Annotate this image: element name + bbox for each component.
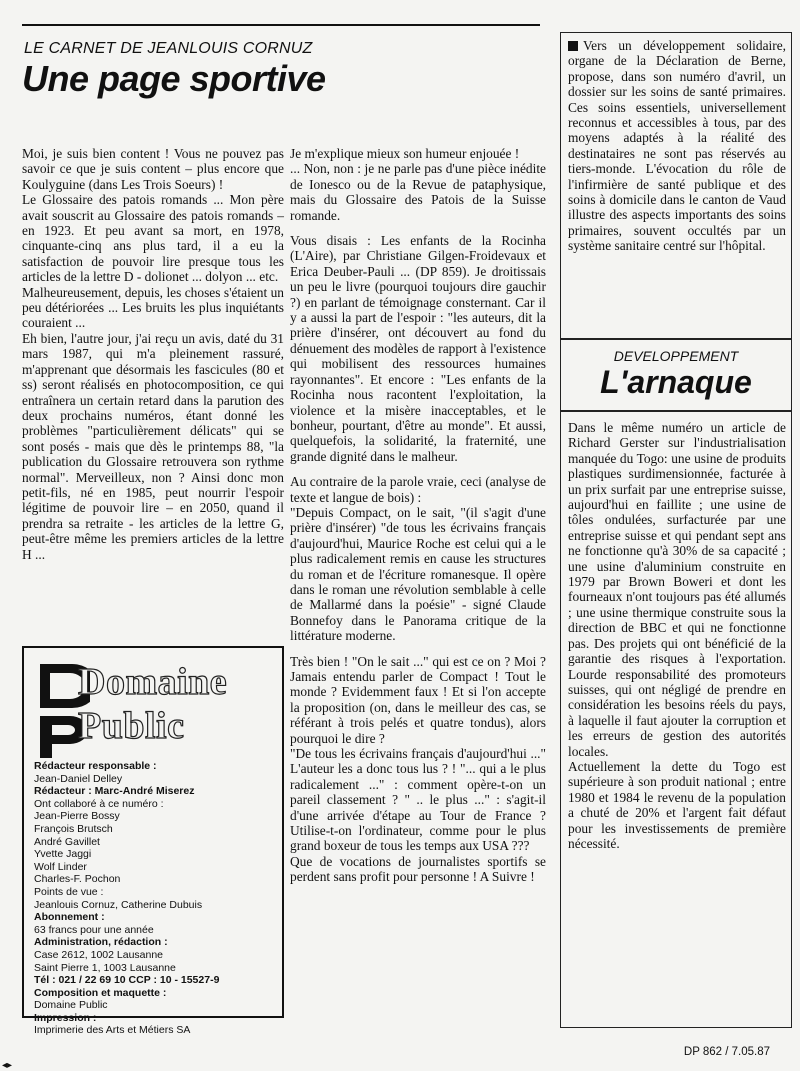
imprint-line: Jean-Pierre Bossy (34, 810, 120, 823)
imprint-line: Composition et maquette : (34, 986, 167, 999)
paragraph: "Depuis Compact, on le sait, "(il s'agit d'une prière d'insérer) "de tous les écrivains français d'aujourd'hui, Maurice Roche est celui qui a le plus radicalement remis en cause les structures du roman et de l'écriture romanesque. Il opère dans le roman une révolution semblable à celle de Mallarmé dans la poésie" - signé Claude Bonnefoy dans le Panorama critique de la littérature moderne. (290, 504, 546, 644)
imprint-line: Abonnement : (34, 911, 105, 924)
imprint-line: Jean-Daniel Delley (34, 772, 123, 785)
brief-text: Vers un développement solidaire, organe de la Déclaration de Berne, propose, dans son numéro d'avril, un dossier sur les soins de santé primaires. Ces soins essentiels, universellement reconnus et accessibles à tous, par des moyens adaptés à la réalité des destinataires ne sont pas réservés au tiers-monde. L'évocation du rôle de l'infirmière de santé publique et des soins à domicile dans le canton de Vaud illustre des aspects importants des soins primaires, souvent occultés par un système sanitaire centré sur l'hôpital. (568, 38, 786, 254)
imprint-line: Administration, rédaction : (34, 936, 168, 949)
paragraph: Moi, je suis bien content ! Vous ne pouvez pas savoir ce que je suis content – plus encore que Koulyguine (dans Les Trois Soeurs) ! (22, 146, 284, 192)
paragraph: Actuellement la dette du Togo est supérieure à son produit national ; entre 1980 et 1984 le revenu de la population a chuté de 20% et l'argent fait défaut pour les investissements de première nécessité. (568, 758, 786, 851)
imprint-line: Case 2612, 1002 Lausanne (34, 948, 164, 961)
imprint-line: Imprimerie des Arts et Métiers SA (34, 1024, 191, 1037)
paragraph: Au contraire de la parole vraie, ceci (analyse de texte et langue de bois) : (290, 474, 546, 505)
paragraph: Vous disais : Les enfants de la Rocinha (L'Aire), par Christiane Gilgen-Froidevaux et Erica Deuber-Pauli ... (DP 859). Je droitissais un peu le livre (pourquoi toujours dire gauchir ?) en parlant de témoignage consternant. Car il y a aussi la part de l'espoir : "les auteurs, dit la prière d'insérer, ont découvert au fond du dénuement des modèles de rapport à l'existence qui mobilisent des ressources humaines rayonnantes". Et encore : "Les enfants de la Rocinha nous racontent l'exploitation, la violence et la misère inacceptables, et le bonheur, pourtant, d'être au monde". Et aussi, quelquefois, la solidarité, la fraternité, une grande dignité dans le malheur. (290, 233, 546, 464)
page-title: Une page sportive (22, 58, 326, 99)
page-mark-icon: ◂▸ (2, 1060, 13, 1071)
sidebar-divider (560, 338, 792, 340)
paragraph: Eh bien, l'autre jour, j'ai reçu un avis, daté du 31 mars 1987, qui m'a pleinement rassuré, m'apprenant que désormais les fascicules (80 et ss) seront réalisés en photocomposition, ce qui entraînera un certain retard dans la parution des deux prochains numéros, étant donné les problèmes "particulièrement délicats" qui se sont posés - mais que dès le printemps 88, "la publication du Glossaire retrouvera son rythme normal". Merveilleux, non ? Ainsi donc mon petit-fils, né en 1985, peut nourrir l'espoir légitime de pouvoir lire – en 2050, quand il prendra sa retraite - les articles de la lettre G, peut-être même les premiers articles de la lettre H ... (22, 330, 284, 562)
column-kicker: LE CARNET DE JEANLOUIS CORNUZ (24, 40, 313, 57)
imprint-line: Wolf Linder (34, 860, 87, 873)
imprint-line: 63 francs pour une année (34, 923, 154, 936)
sidebar-article (568, 420, 786, 851)
imprint-line: Saint Pierre 1, 1003 Lausanne (34, 961, 176, 974)
imprint-line: Impression : (34, 1011, 97, 1024)
logo-word-domaine: Domaine (78, 661, 228, 703)
imprint-line: Jeanlouis Cornuz, Catherine Dubuis (34, 898, 203, 911)
imprint-line: Rédacteur : Marc-André Miserez (34, 785, 195, 798)
imprint-line: Yvette Jaggi (34, 848, 92, 861)
paragraph: Que de vocations de journalistes sportifs se perdent sans profit pour personne ! A Suivre ! (290, 853, 546, 885)
paragraph: ... Non, non : je ne parle pas d'une pièce inédite de Ionesco ou de la Revue de pataphysique, mais du Glossaire des Patois de la Suisse romande. (290, 161, 546, 223)
imprint-line: Points de vue : (34, 885, 104, 898)
paragraph: Dans le même numéro un article de Richard Gerster sur l'industrialisation manquée du Togo: une usine de produits plastiques surdimensionnée, facturée à un prix surfait par une entreprise suisse, aujourd'hui en faillite ; une usine de tôles ondulées, surfacturée par une entreprise suisse et qui pendant sept ans ne fonctionne qu'à 30% de sa capacité ; une usine d'aluminium construite en 1979 par Brown Boweri et dont les fourneaux n'ont toujours pas été allumés ; une usine thermique construite sous la direction de BBC et qui ne fonctionne pas. Des projets qui ont bénéficié de la garantie des risques à l'exportation. Lourde responsabilité des promoteurs suisses, qui ont négligé de prendre en considération les besoins réels du pays, à laquelle il faut ajouter la corruption et les erreurs de gestion des autorités locales. (568, 420, 786, 759)
bullet-square-icon (568, 41, 578, 51)
paragraph: Le Glossaire des patois romands ... Mon père avait souscrit au Glossaire des patois romands – en 1923. Et peu avant sa mort, en 1978, cinquante-cinq ans plus tard, il a eu la satisfaction de pouvoir lire presque tous les articles de la lettre D - dolionet ... dolyon ... etc. (22, 192, 284, 285)
sidebar-title: L'arnaque (600, 364, 752, 400)
paragraph: "De tous les écrivains français d'aujourd'hui ..." L'auteur les a donc tous lus ? ! "... qui a le plus radicalement ..." : comment opère-t-on un pareil classement ? " .. le plus ..." : s'agit-il d'une arrivée d'étape au Tour de France ? Utilise-t-on l'ordinateur, comme pour le plus grand boxeur de tous les temps aux USA ??? (290, 746, 546, 854)
imprint-line: Ont collaboré à ce numéro : (34, 797, 164, 810)
imprint-line: Domaine Public (34, 999, 108, 1012)
sidebar-divider (560, 410, 792, 412)
article-column-1 (22, 146, 284, 562)
sidebar-kicker: DEVELOPPEMENT (613, 348, 739, 364)
paragraph: Très bien ! "On le sait ..." qui est ce on ? Moi ? Jamais entendu parler de Compact ! Tout le monde ? Evidemment faux ! Et si l'on accepte la proposition (on, dans le meilleur des cas, se référant à trois pelés et quatre tondus), alors pourquoi le dire ? (290, 653, 546, 746)
article-column-2 (290, 146, 546, 885)
top-rule (22, 24, 540, 26)
sidebar-brief (568, 38, 786, 254)
imprint-line: François Brutsch (34, 822, 113, 835)
paragraph: Je m'explique mieux son humeur enjouée ! (290, 146, 520, 161)
imprint-credits (34, 760, 278, 1037)
imprint-box (22, 646, 284, 1037)
issue-number: DP 862 / 7.05.87 (683, 1046, 770, 1058)
logo-word-public: Public (78, 705, 185, 747)
imprint-line: Charles-F. Pochon (34, 873, 121, 886)
paragraph: Malheureusement, depuis, les choses s'étaient un peu détériorées ... Les bruits les plus inquiétants couraient ... (22, 284, 284, 331)
imprint-line: Rédacteur responsable : (34, 760, 157, 772)
imprint-line: Tél : 021 / 22 69 10 CCP : 10 - 15527-9 (34, 974, 220, 987)
imprint-line: André Gavillet (34, 835, 100, 848)
